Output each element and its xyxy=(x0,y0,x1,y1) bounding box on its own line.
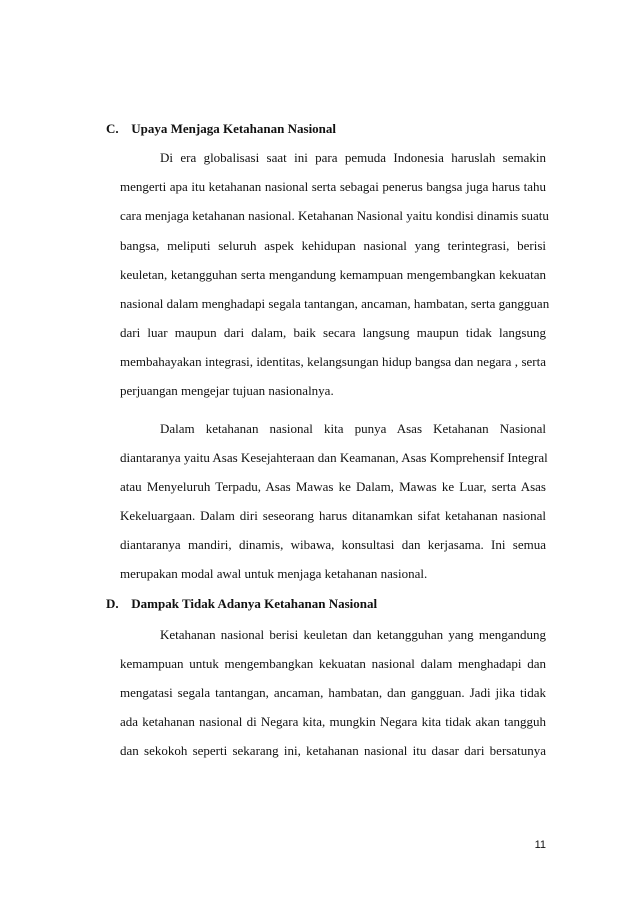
section-c-heading xyxy=(106,121,336,137)
paragraph-line: cara menjaga ketahanan nasional. Ketahanan Nasional yaitu kondisi dinamis suatu xyxy=(120,208,549,223)
paragraph-line: diantaranya yaitu Asas Kesejahteraan dan Keamanan, Asas Komprehensif Integral xyxy=(120,450,548,465)
paragraph-line: merupakan modal awal untuk menjaga ketahanan nasional. xyxy=(120,566,428,581)
paragraph-line: bangsa, meliputi seluruh aspek kehidupan nasional yang terintegrasi, berisi xyxy=(120,238,546,253)
paragraph-line: ada ketahanan nasional di Negara kita, mungkin Negara kita tidak akan tangguh xyxy=(120,714,546,729)
paragraph-line: nasional dalam menghadapi segala tantangan, ancaman, hambatan, serta gangguan xyxy=(120,296,550,311)
paragraph-line: kemampuan untuk mengembangkan kekuatan nasional dalam menghadapi dan xyxy=(120,656,546,671)
section-c-letter: C. xyxy=(106,121,119,136)
section-c-title: Upaya Menjaga Ketahanan Nasional xyxy=(131,121,337,136)
paragraph-line: keuletan, ketangguhan serta mengandung kemampuan mengembangkan kekuatan xyxy=(120,267,546,282)
paragraph-line: membahayakan integrasi, identitas, kelangsungan hidup bangsa dan negara , serta xyxy=(120,354,546,369)
paragraph-line: Dalam ketahanan nasional kita punya Asas Ketahanan Nasional xyxy=(160,421,546,436)
section-d-title: Dampak Tidak Adanya Ketahanan Nasional xyxy=(131,596,378,611)
paragraph-line: dan sekokoh seperti sekarang ini, ketahanan nasional itu dasar dari bersatunya xyxy=(120,743,546,758)
paragraph-line: mengatasi segala tantangan, ancaman, hambatan, dan gangguan. Jadi jika tidak xyxy=(120,685,546,700)
paragraph-line: perjuangan mengejar tujuan nasionalnya. xyxy=(120,383,334,398)
page-number: 11 xyxy=(534,839,546,851)
paragraph-line: atau Menyeluruh Terpadu, Asas Mawas ke Dalam, Mawas ke Luar, serta Asas xyxy=(120,479,546,494)
paragraph-line: diantaranya mandiri, dinamis, wibawa, konsultasi dan kerjasama. Ini semua xyxy=(120,537,546,552)
paragraph-line: Di era globalisasi saat ini para pemuda Indonesia haruslah semakin xyxy=(160,150,546,165)
paragraph-line: Ketahanan nasional berisi keuletan dan ketangguhan yang mengandung xyxy=(160,627,546,642)
paragraph-line: mengerti apa itu ketahanan nasional serta sebagai penerus bangsa juga harus tahu xyxy=(120,179,546,194)
paragraph-line: dari luar maupun dari dalam, baik secara langsung maupun tidak langsung xyxy=(120,325,546,340)
section-d-heading xyxy=(106,596,377,612)
paragraph-line: Kekeluargaan. Dalam diri seseorang harus ditanamkan sifat ketahanan nasional xyxy=(120,508,546,523)
section-d-letter: D. xyxy=(106,596,119,611)
